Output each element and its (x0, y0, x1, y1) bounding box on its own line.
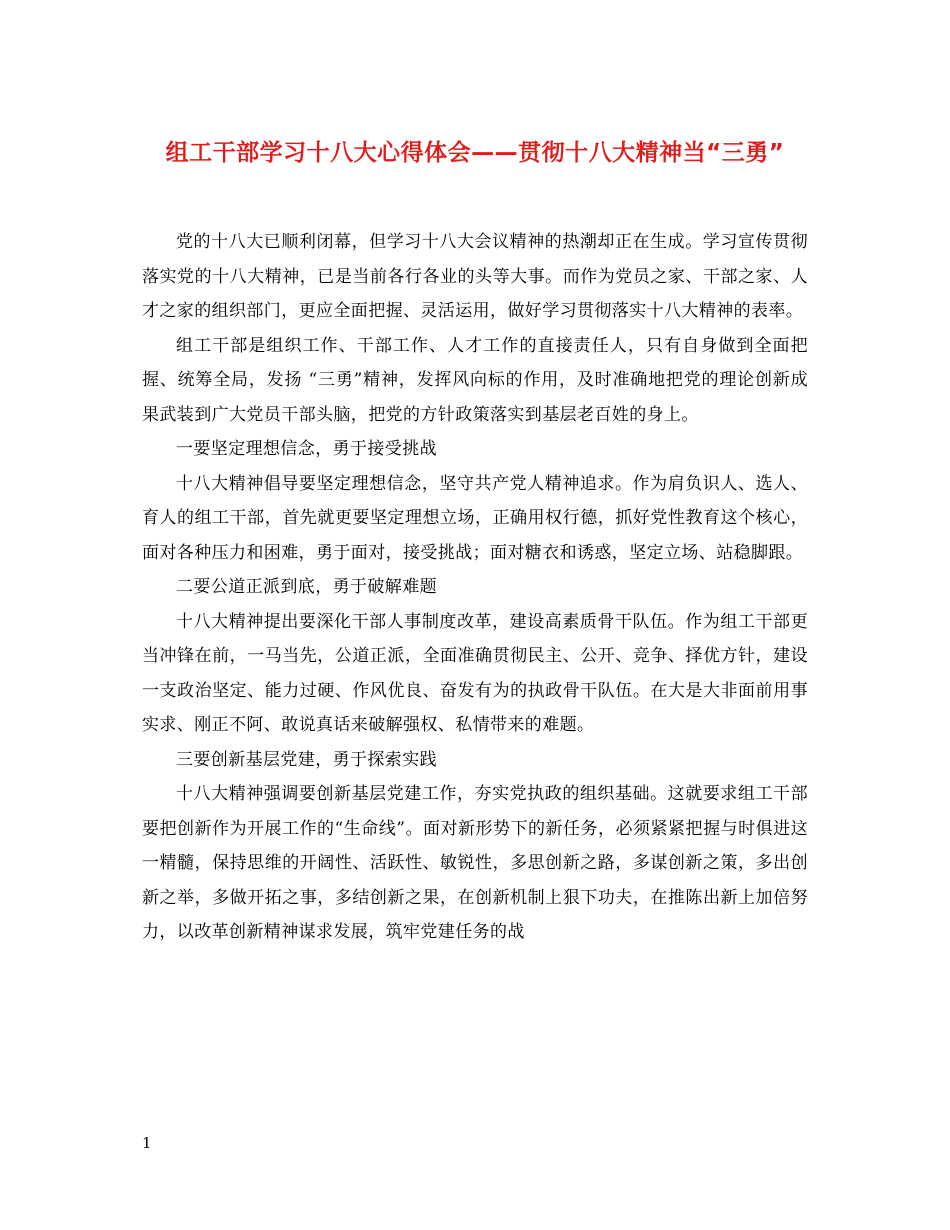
document-title: 组工干部学习十八大心得体会——贯彻十八大精神当“三勇” (165, 140, 785, 166)
paragraph: 十八大精神倡导要坚定理想信念，坚守共产党人精神追求。作为肩负识人、选人、育人的组工干部，首先就更要坚定理想立场，正确用权行德，抓好党性教育这个核心，面对各种压力和困难，勇于面对，接受挑战；面对糖衣和诱惑，坚定立场、站稳脚跟。 (142, 473, 808, 563)
page-number: 1 (142, 1134, 152, 1152)
paragraph: 党的十八大已顺利闭幕，但学习十八大会议精神的热潮却正在生成。学习宣传贯彻落实党的十八大精神，已是当前各行各业的头等大事。而作为党员之家、干部之家、人才之家的组织部门，更应全面把握、灵活运用，做好学习贯彻落实十八大精神的表率。 (142, 232, 808, 321)
paragraph: 十八大精神强调要创新基层党建工作，夯实党执政的组织基础。这就要求组工干部要把创新作为开展工作的“生命线”。面对新形势下的新任务，必须紧紧把握与时俱进这一精髓，保持思维的开阔性、活跃性、敏锐性，多思创新之路，多谋创新之策，多出创新之举，多做开拓之事，多结创新之果，在创新机制上狠下功夫，在推陈出新上加倍努力，以改革创新精神谋求发展，筑牢党建任务的战 (142, 784, 808, 942)
paragraph: 十八大精神提出要深化干部人事制度改革，建设高素质骨干队伍。作为组工干部更当冲锋在前，一马当先，公道正派，全面准确贯彻民主、公开、竞争、择优方针，建设一支政治坚定、能力过硬、作风优良、奋发有为的执政骨干队伍。在大是大非面前用事实求、刚正不阿、敢说真话来破解强权、私情带来的难题。 (142, 611, 808, 735)
paragraph: 组工干部是组织工作、干部工作、人才工作的直接责任人，只有自身做到全面把握、统筹全局，发扬 “三勇”精神，发挥风向标的作用，及时准确地把党的理论创新成果武装到广大党员干部头脑，把党的方针政策落实到基层老百姓的身上。 (142, 335, 808, 425)
section-heading: 一要坚定理想信念，勇于接受挑战 (176, 439, 437, 459)
document-body (142, 225, 808, 950)
section-heading: 三要创新基层党建，勇于探索实践 (176, 749, 437, 770)
section-heading: 二要公道正派到底，勇于破解难题 (176, 577, 437, 597)
